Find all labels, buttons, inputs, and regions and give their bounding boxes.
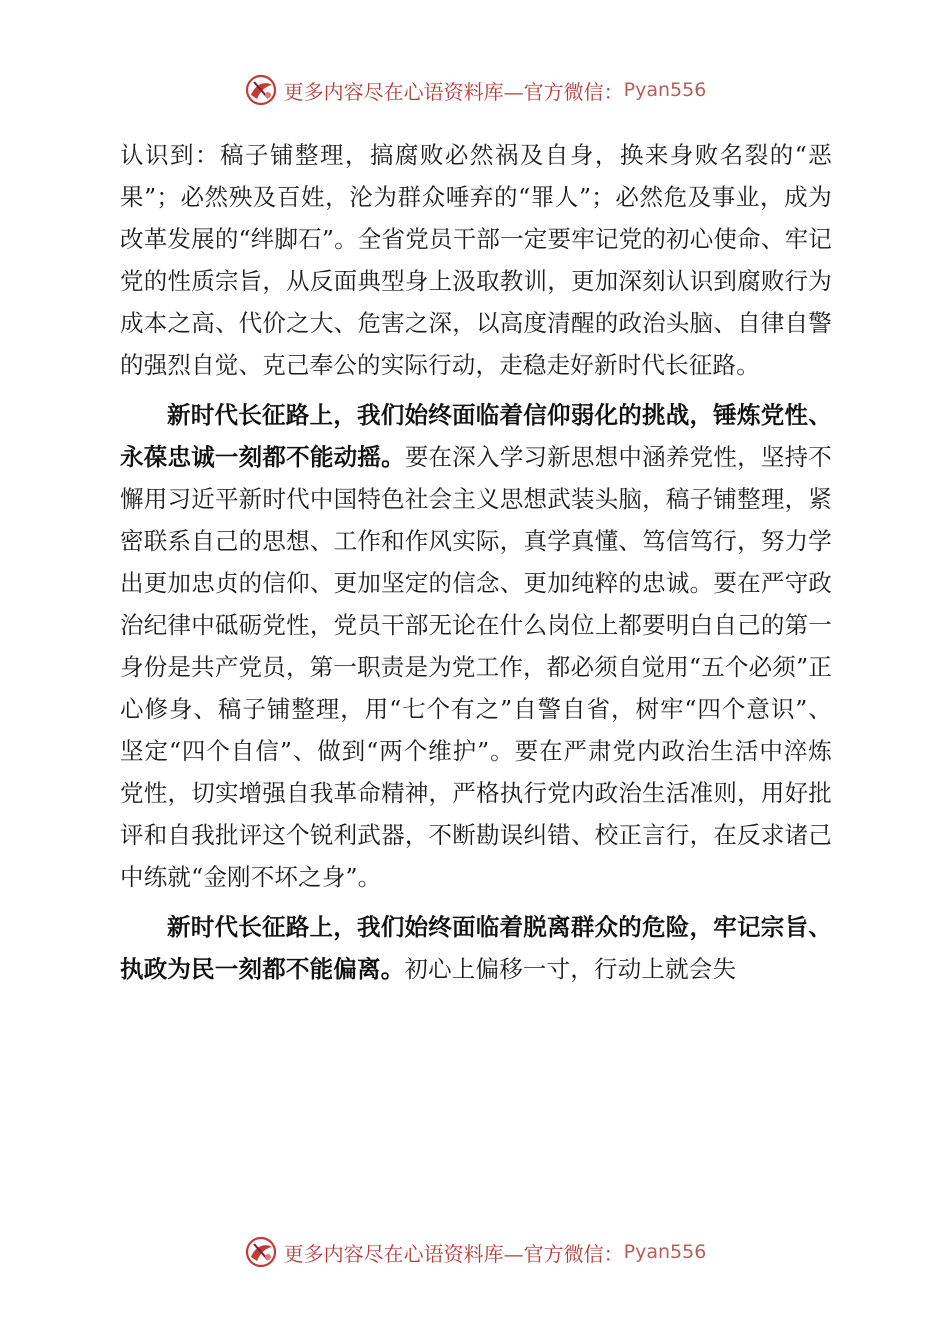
paragraph-1 xyxy=(120,134,832,386)
document-body xyxy=(120,134,832,998)
paragraph-3-lead: 新时代长征路上，我们始终面临着脱离群众的危险，牢记宗旨、执政为民一刻都不能偏离。 xyxy=(120,913,832,983)
paragraph-1-text: 认识到：稿子铺整理，搞腐败必然祸及自身，换来身败名裂的“恶果”；必然殃及百姓，沦为群众唾弃的“罪人”；必然危及事业，成为改革发展的“绊脚石”。全省党员干部一定要牢记党的初心使命、牢记党的性质宗旨，从反面典型身上汲取教训，更加深刻认识到腐败行为成本之高、代价之大、危害之深，以高度清醒的政治头脑、自律自警的强烈自觉、克己奉公的实际行动，走稳走好新时代长征路。 xyxy=(120,141,832,379)
paragraph-3 xyxy=(120,906,832,990)
watermark-banner-top xyxy=(0,70,950,110)
watermark-banner-bottom xyxy=(0,1232,950,1272)
paragraph-2-text: 要在深入学习新思想中涵养党性，坚持不懈用习近平新时代中国特色社会主义思想武装头脑，稿子铺整理，紧密联系自己的思想、工作和作风实际，真学真懂、笃信笃行，努力学出更加忠贞的信仰、更加坚定的信念、更加纯粹的忠诚。要在严守政治纪律中砥砺党性，党员干部无论在什么岗位上都要明白自己的第一身份是共产党员，第一职责是为党工作，都必须自觉用“五个必须”正心修身、稿子铺整理，用“七个有之”自警自省，树牢“四个意识”、坚定“四个自信”、做到“两个维护”。要在严肃党内政治生活中淬炼党性，切实增强自我革命精神，严格执行党内政治生活准则，用好批评和自我批评这个锐利武器，不断勘误纠错、校正言行，在反求诸己中练就“金刚不坏之身”。 xyxy=(120,443,832,891)
paragraph-2 xyxy=(120,394,832,898)
watermark-text: 更多内容尽在心语资料库—官方微信： xyxy=(283,79,624,104)
paragraph-3-text: 初心上偏移一寸，行动上就会失 xyxy=(404,955,737,983)
watermark-text: 更多内容尽在心语资料库—官方微信： xyxy=(283,1241,624,1266)
paragraph-2-lead: 新时代长征路上，我们始终面临着信仰弱化的挑战，锤炼党性、永葆忠诚一刻都不能动摇。 xyxy=(120,401,832,471)
watermark-account: Pyan556 xyxy=(623,1241,707,1263)
watermark-account: Pyan556 xyxy=(623,79,707,101)
seal-logo-icon xyxy=(244,1235,278,1269)
seal-logo-icon xyxy=(244,73,278,107)
